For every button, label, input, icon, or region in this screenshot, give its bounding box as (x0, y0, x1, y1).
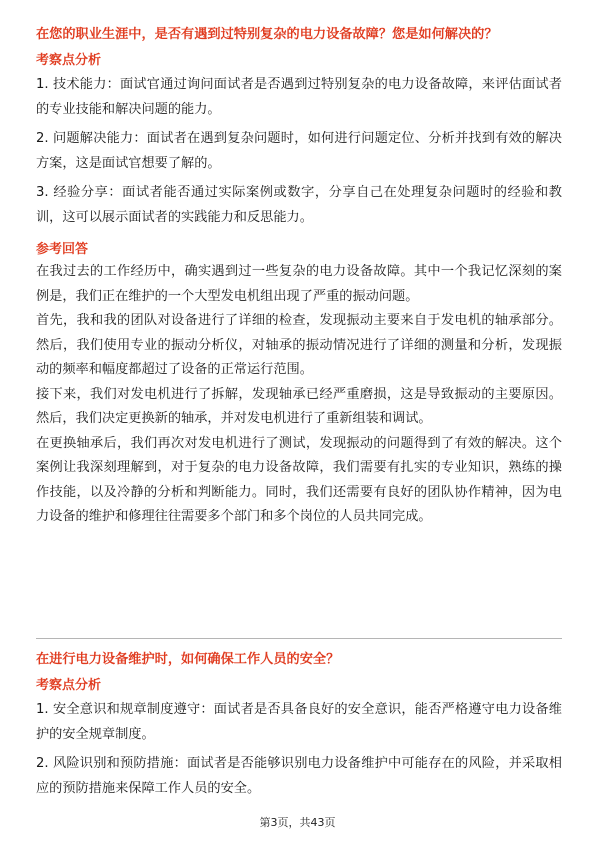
answer-paragraph: 在我过去的工作经历中，确实遇到过一些复杂的电力设备故障。其中一个我记忆深刻的案例是，我们正在维护的一个大型发电机组出现了严重的振动问题。 (36, 264, 562, 304)
qa-section-1 (36, 25, 562, 530)
analysis-heading: 考察点分析 (36, 678, 102, 693)
section-divider (36, 638, 562, 639)
question-heading: 在您的职业生涯中，是否有遇到过特别复杂的电力设备故障？您是如何解决的？ (36, 27, 498, 42)
analysis-point: 1. 安全意识和规章制度遵守：面试者是否具备良好的安全意识，能否严格遵守电力设备维护的安全规章制度。 (36, 702, 562, 742)
answer-paragraph: 接下来，我们对发电机进行了拆解，发现轴承已经严重磨损，这是导致振动的主要原因。然后，我们决定更换新的轴承，并对发电机进行了重新组装和调试。 (36, 386, 562, 426)
analysis-heading: 考察点分析 (36, 53, 102, 68)
analysis-point: 2. 问题解决能力：面试者在遇到复杂问题时，如何进行问题定位、分析并找到有效的解决方案，这是面试官想要了解的。 (36, 131, 562, 171)
answer-paragraph: 在更换轴承后，我们再次对发电机进行了测试，发现振动的问题得到了有效的解决。这个案例让我深刻理解到，对于复杂的电力设备故障，我们需要有扎实的专业知识，熟练的操作技能，以及冷静的分析和判断能力。同时，我们还需要有良好的团队协作精神，因为电力设备的维护和修理往往需要多个部门和多个岗位的人员共同完成。 (36, 435, 562, 524)
page-number: 第3页，共43页 (259, 816, 336, 829)
answer-paragraph: 首先，我和我的团队对设备进行了详细的检查，发现振动主要来自于发电机的轴承部分。然后，我们使用专业的振动分析仪，对轴承的振动情况进行了详细的测量和分析，发现振动的频率和幅度都超过了设备的正常运行范围。 (36, 313, 562, 377)
analysis-point: 1. 技术能力：面试官通过询问面试者是否遇到过特别复杂的电力设备故障，来评估面试者的专业技能和解决问题的能力。 (36, 77, 562, 117)
analysis-list (36, 73, 562, 230)
answer-body (36, 260, 562, 530)
analysis-point: 3. 经验分享：面试者能否通过实际案例或数字，分享自己在处理复杂问题时的经验和教训，这可以展示面试者的实践能力和反思能力。 (36, 185, 562, 225)
qa-section-2 (36, 650, 562, 801)
analysis-point: 2. 风险识别和预防措施：面试者是否能够识别电力设备维护中可能存在的风险，并采取相应的预防措施来保障工作人员的安全。 (36, 756, 562, 796)
analysis-list (36, 698, 562, 801)
question-heading: 在进行电力设备维护时，如何确保工作人员的安全？ (36, 652, 340, 667)
answer-heading: 参考回答 (36, 242, 89, 257)
